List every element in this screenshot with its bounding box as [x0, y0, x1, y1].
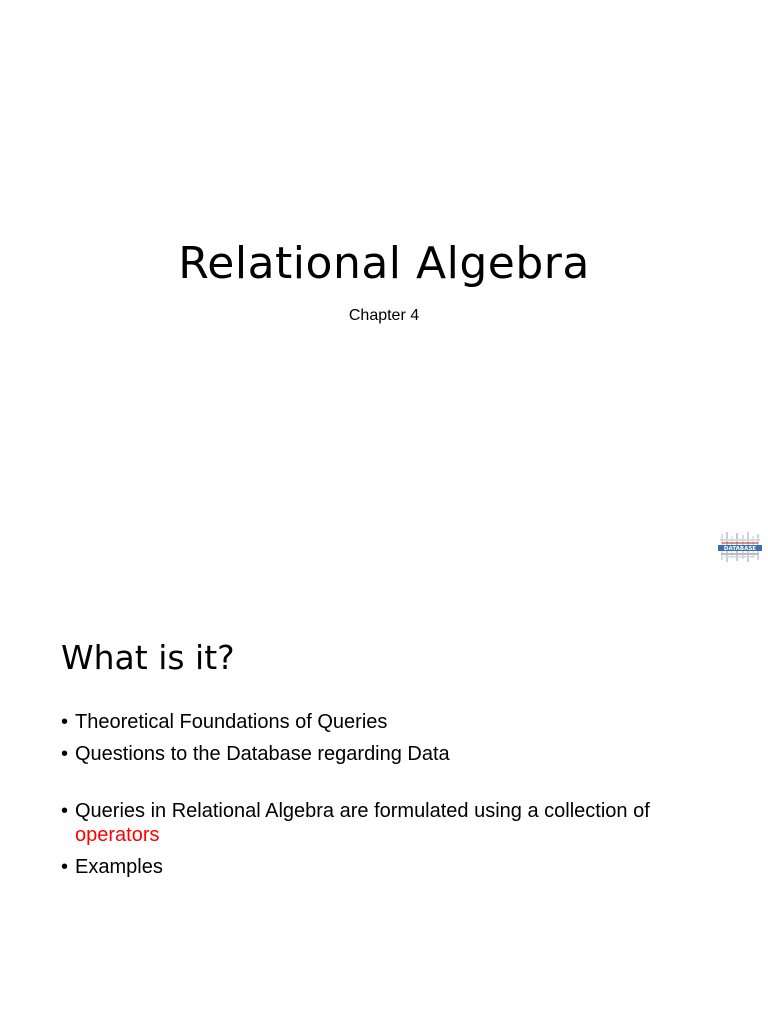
list-item [61, 710, 701, 734]
bullet-icon: • [61, 743, 69, 765]
bullet-icon: • [61, 800, 69, 822]
database-logo-icon [716, 530, 764, 564]
bullet-icon: • [61, 711, 69, 733]
bullet-text: Examples [75, 856, 163, 878]
list-item [61, 855, 701, 879]
bullet-list [61, 710, 701, 887]
bullet-text: Queries in Relational Algebra are formulated using a collection of [75, 800, 650, 822]
slide-title: Relational Algebra [178, 238, 590, 289]
highlighted-term: operators [75, 824, 160, 846]
logo-text: DATABASE [723, 546, 757, 552]
slide-subtitle: Chapter 4 [348, 307, 420, 324]
content-slide [0, 598, 768, 1024]
slide-heading: What is it? [61, 638, 235, 677]
bullet-text: Questions to the Database regarding Data [75, 743, 450, 765]
bullet-icon: • [61, 856, 69, 878]
list-item [61, 742, 701, 766]
list-item [61, 799, 701, 847]
bullet-text: Theoretical Foundations of Queries [75, 711, 388, 733]
